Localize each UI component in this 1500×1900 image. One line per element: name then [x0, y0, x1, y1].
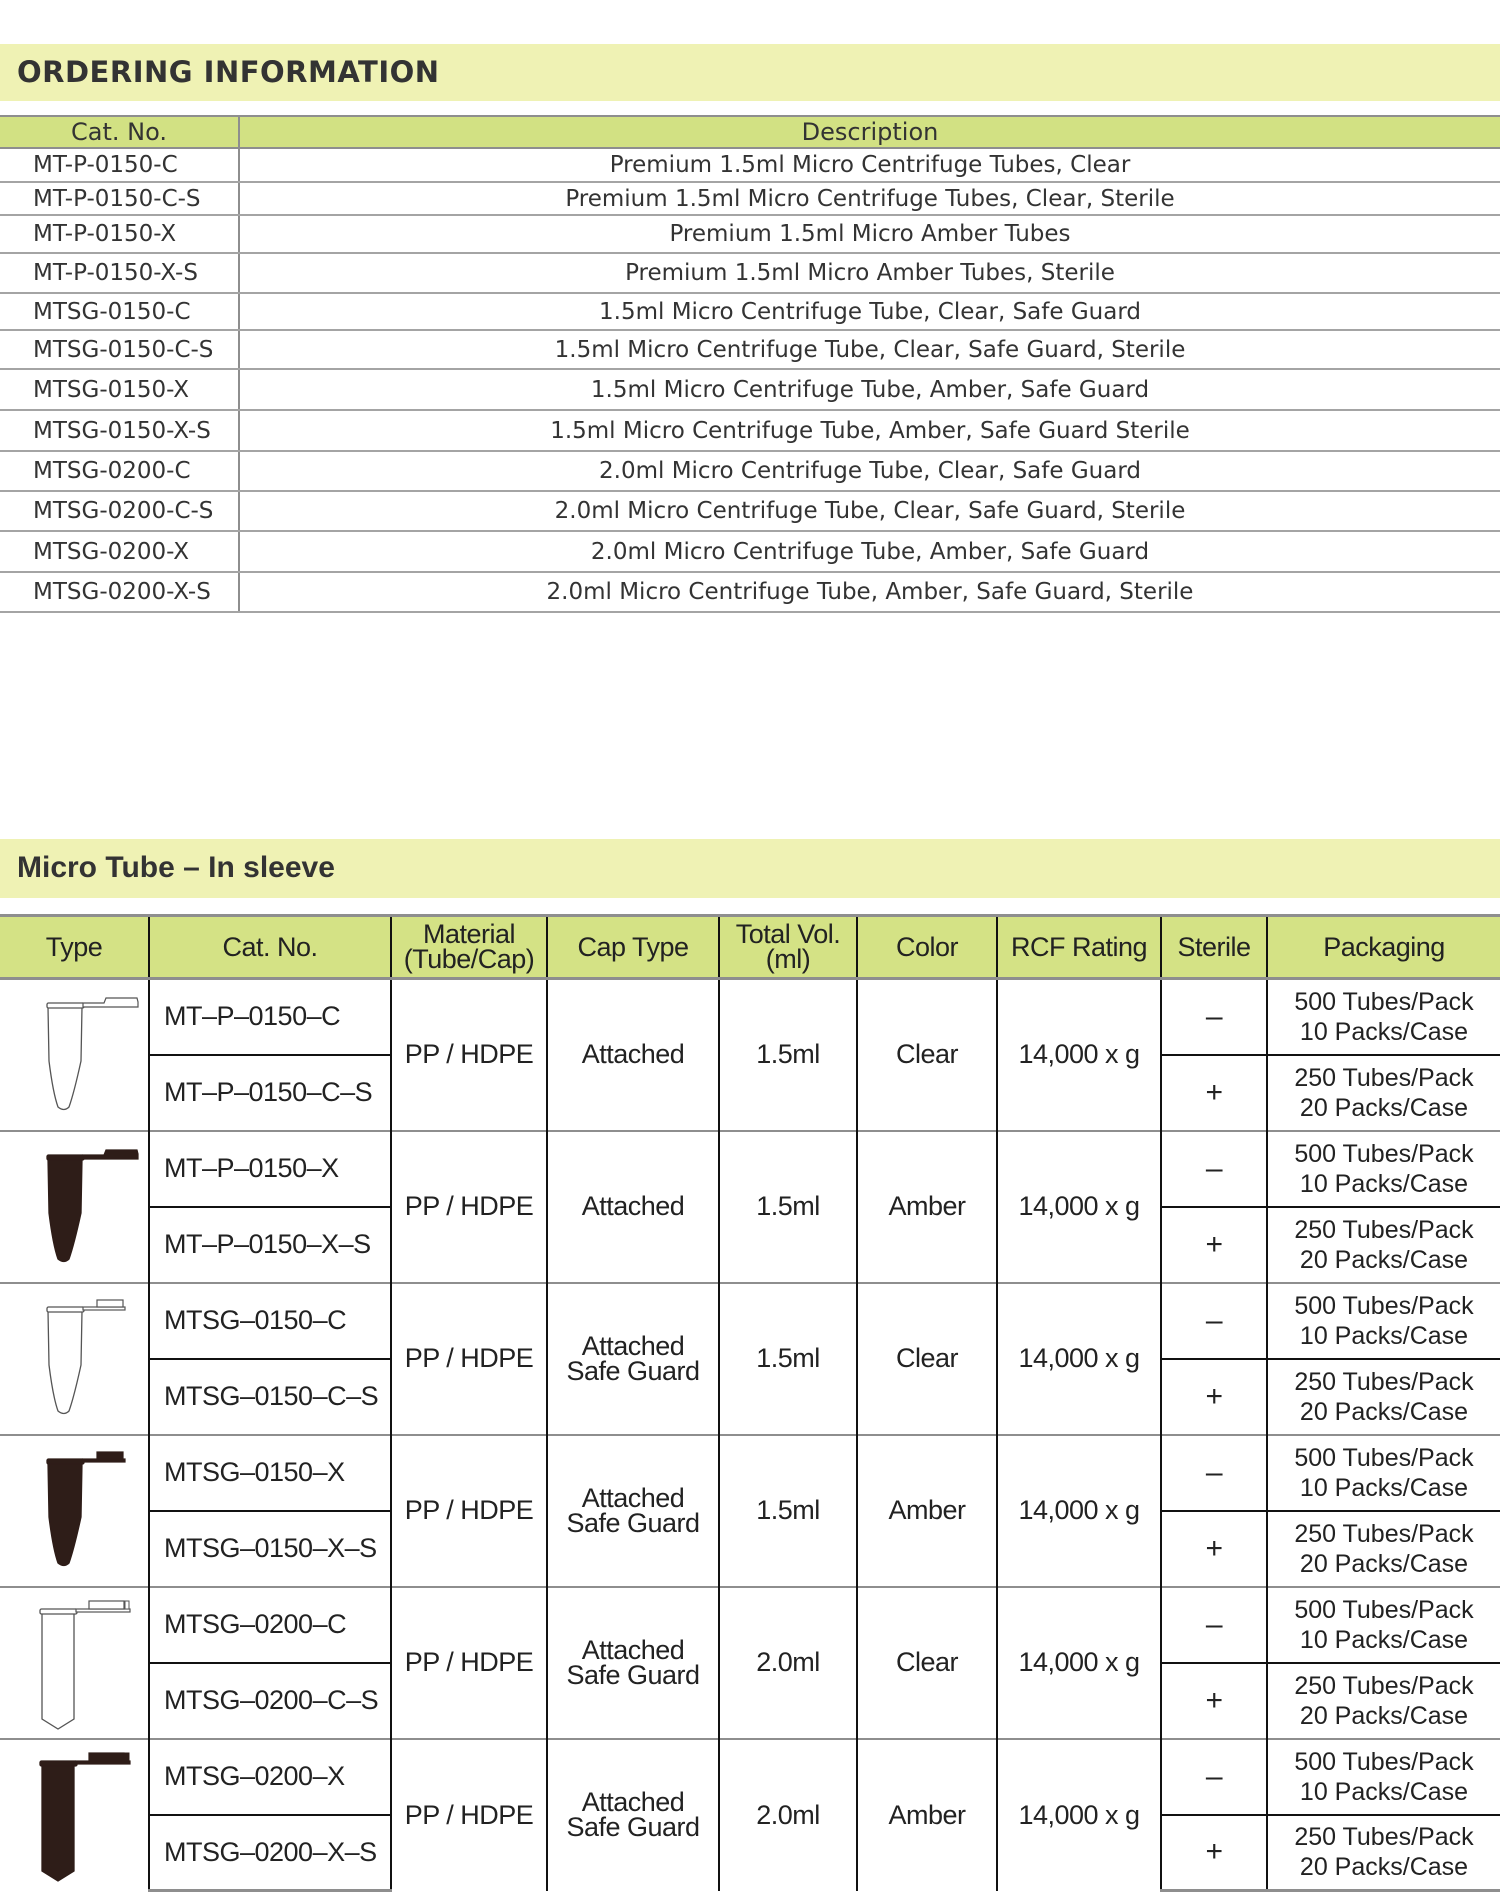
packaging-line1: 250 Tubes/Pack [1294, 1367, 1474, 1396]
amber-safeguard-2.0ml-tube-icon [0, 1741, 149, 1889]
cat-no-cell: MT–P–0150–C [149, 979, 391, 1055]
volume-cell: 1.5ml [719, 1435, 857, 1587]
cat-no-cell: MTSG-0200-C [0, 451, 239, 491]
cap-type-line1: Attached [581, 1191, 685, 1221]
packaging-line2: 20 Packs/Case [1299, 1853, 1469, 1882]
header-rcf: RCF Rating [997, 916, 1161, 979]
packaging-line2: 10 Packs/Case [1299, 1777, 1469, 1806]
ordering-row [0, 369, 1500, 410]
sterile-cell: + [1161, 1511, 1267, 1587]
sterile-cell: – [1161, 1131, 1267, 1207]
ordering-information-title: ORDERING INFORMATION [17, 55, 440, 89]
packaging-line2: 20 Packs/Case [1299, 1245, 1469, 1274]
sterile-cell: + [1161, 1815, 1267, 1891]
volume-cell: 1.5ml [719, 1283, 857, 1435]
volume-cell: 1.5ml [719, 979, 857, 1131]
color-cell: Clear [857, 979, 997, 1131]
sterile-cell: + [1161, 1055, 1267, 1131]
packaging-line1: 500 Tubes/Pack [1294, 1139, 1474, 1168]
header-cat-no: Cat. No. [149, 916, 391, 979]
packaging-line1: 250 Tubes/Pack [1294, 1215, 1474, 1244]
cat-no-cell: MTSG-0150-X-S [0, 410, 239, 451]
sleeve-table [0, 914, 1500, 1892]
cap-type-cell [547, 1435, 719, 1587]
description-cell: 1.5ml Micro Centrifuge Tube, Clear, Safe Guard, Sterile [239, 330, 1500, 369]
type-cell [0, 1587, 149, 1739]
packaging-cell [1267, 1055, 1500, 1131]
header-packaging: Packaging [1267, 916, 1500, 979]
packaging-line2: 10 Packs/Case [1299, 1321, 1469, 1350]
sterile-cell: + [1161, 1207, 1267, 1283]
description-cell: 1.5ml Micro Centrifuge Tube, Amber, Safe Guard [239, 369, 1500, 410]
cap-type-cell [547, 1131, 719, 1283]
rcf-cell: 14,000 x g [997, 1587, 1161, 1739]
description-cell: Premium 1.5ml Micro Amber Tubes [239, 215, 1500, 253]
cat-no-cell: MT-P-0150-X [0, 215, 239, 253]
description-cell: Premium 1.5ml Micro Centrifuge Tubes, Clear, Sterile [239, 182, 1500, 215]
cat-no-cell: MTSG–0200–C–S [149, 1663, 391, 1739]
sterile-cell: – [1161, 1435, 1267, 1511]
description-cell: Premium 1.5ml Micro Amber Tubes, Sterile [239, 253, 1500, 293]
cap-type-cell [547, 979, 719, 1131]
type-cell [0, 1283, 149, 1435]
rcf-cell: 14,000 x g [997, 1739, 1161, 1891]
packaging-line2: 20 Packs/Case [1299, 1397, 1469, 1426]
clear-safeguard-2.0ml-tube-icon [0, 1589, 149, 1737]
rcf-cell: 14,000 x g [997, 1435, 1161, 1587]
packaging-cell [1267, 1587, 1500, 1663]
sterile-cell: – [1161, 1739, 1267, 1815]
material-cell: PP / HDPE [391, 979, 547, 1131]
sterile-cell: – [1161, 1283, 1267, 1359]
ordering-row [0, 215, 1500, 253]
header-cap-type: Cap Type [547, 916, 719, 979]
color-cell: Amber [857, 1131, 997, 1283]
cap-type-cell [547, 1283, 719, 1435]
clear-1.5ml-tube-icon [0, 981, 149, 1129]
color-cell: Amber [857, 1435, 997, 1587]
cap-type-line1: Attached [581, 1787, 685, 1817]
color-cell: Clear [857, 1587, 997, 1739]
material-cell: PP / HDPE [391, 1435, 547, 1587]
type-cell [0, 979, 149, 1131]
cap-type-cell [547, 1587, 719, 1739]
description-cell: Premium 1.5ml Micro Centrifuge Tubes, Clear [239, 148, 1500, 182]
rcf-cell: 14,000 x g [997, 1283, 1161, 1435]
packaging-cell [1267, 1511, 1500, 1587]
packaging-line2: 10 Packs/Case [1299, 1169, 1469, 1198]
cat-no-cell: MTSG–0200–X [149, 1739, 391, 1815]
packaging-cell [1267, 979, 1500, 1055]
sleeve-row [0, 1739, 1500, 1815]
amber-safeguard-1.5ml-tube-icon [0, 1437, 149, 1585]
sterile-cell: + [1161, 1359, 1267, 1435]
ordering-row [0, 148, 1500, 182]
material-cell: PP / HDPE [391, 1283, 547, 1435]
cat-no-cell: MTSG–0150–C [149, 1283, 391, 1359]
packaging-line2: 10 Packs/Case [1299, 1473, 1469, 1502]
header-material-line2: (Tube/Cap) [403, 944, 535, 974]
sleeve-row [0, 1131, 1500, 1207]
packaging-line2: 10 Packs/Case [1299, 1625, 1469, 1654]
packaging-line2: 20 Packs/Case [1299, 1701, 1469, 1730]
ordering-row [0, 572, 1500, 612]
amber-1.5ml-tube-icon [0, 1133, 149, 1281]
cat-no-cell: MT–P–0150–C–S [149, 1055, 391, 1131]
clear-safeguard-1.5ml-tube-icon [0, 1285, 149, 1433]
ordering-row [0, 451, 1500, 491]
micro-tube-sleeve-banner [0, 839, 1500, 898]
packaging-line2: 20 Packs/Case [1299, 1093, 1469, 1122]
cat-no-cell: MTSG–0200–C [149, 1587, 391, 1663]
packaging-line1: 250 Tubes/Pack [1294, 1671, 1474, 1700]
description-cell: 2.0ml Micro Centrifuge Tube, Amber, Safe Guard [239, 531, 1500, 572]
cap-type-line2: Safe Guard [566, 1355, 700, 1386]
cat-no-cell: MTSG–0150–X [149, 1435, 391, 1511]
packaging-line1: 250 Tubes/Pack [1294, 1063, 1474, 1092]
volume-cell: 2.0ml [719, 1739, 857, 1891]
cat-no-cell: MT-P-0150-C-S [0, 182, 239, 215]
packaging-line1: 250 Tubes/Pack [1294, 1519, 1474, 1548]
cat-no-cell: MTSG–0200–X–S [149, 1815, 391, 1891]
cap-type-line2: Safe Guard [566, 1812, 700, 1842]
header-description: Description [239, 116, 1500, 148]
header-material-line1: Material [422, 919, 516, 949]
ordering-row [0, 531, 1500, 572]
cap-type-line1: Attached [581, 1039, 685, 1070]
ordering-row [0, 410, 1500, 451]
color-cell: Amber [857, 1739, 997, 1891]
material-cell: PP / HDPE [391, 1587, 547, 1739]
ordering-row [0, 182, 1500, 215]
cat-no-cell: MTSG-0200-C-S [0, 491, 239, 531]
header-material [391, 916, 547, 979]
ordering-table [0, 115, 1500, 613]
cap-type-line2: Safe Guard [566, 1507, 700, 1538]
packaging-line1: 500 Tubes/Pack [1294, 987, 1474, 1016]
header-sterile: Sterile [1161, 916, 1267, 979]
material-cell: PP / HDPE [391, 1131, 547, 1283]
type-cell [0, 1131, 149, 1283]
volume-cell: 2.0ml [719, 1587, 857, 1739]
description-cell: 2.0ml Micro Centrifuge Tube, Clear, Safe Guard [239, 451, 1500, 491]
description-cell: 1.5ml Micro Centrifuge Tube, Clear, Safe Guard [239, 293, 1500, 330]
header-type: Type [0, 916, 149, 979]
cat-no-cell: MTSG-0150-C-S [0, 330, 239, 369]
packaging-cell [1267, 1359, 1500, 1435]
packaging-line2: 10 Packs/Case [1299, 1017, 1469, 1046]
ordering-row [0, 491, 1500, 531]
cat-no-cell: MTSG-0150-C [0, 293, 239, 330]
packaging-line1: 500 Tubes/Pack [1294, 1595, 1474, 1624]
cat-no-cell: MT–P–0150–X–S [149, 1207, 391, 1283]
packaging-line1: 500 Tubes/Pack [1294, 1747, 1474, 1776]
cat-no-cell: MT–P–0150–X [149, 1131, 391, 1207]
packaging-cell [1267, 1815, 1500, 1891]
ordering-row [0, 293, 1500, 330]
header-cat-no: Cat. No. [0, 116, 239, 148]
rcf-cell: 14,000 x g [997, 1131, 1161, 1283]
header-volume [719, 916, 857, 979]
cat-no-cell: MTSG-0200-X-S [0, 572, 239, 612]
sleeve-row [0, 1587, 1500, 1663]
micro-tube-sleeve-title: Micro Tube – In sleeve [17, 851, 335, 884]
packaging-line1: 500 Tubes/Pack [1294, 1443, 1474, 1472]
packaging-cell [1267, 1663, 1500, 1739]
header-volume-line2: (ml) [765, 944, 811, 974]
cat-no-cell: MTSG–0150–X–S [149, 1511, 391, 1587]
packaging-cell [1267, 1131, 1500, 1207]
sleeve-row [0, 979, 1500, 1055]
cap-type-cell [547, 1739, 719, 1891]
packaging-line2: 20 Packs/Case [1299, 1549, 1469, 1578]
description-cell: 2.0ml Micro Centrifuge Tube, Clear, Safe Guard, Sterile [239, 491, 1500, 531]
type-cell [0, 1435, 149, 1587]
cap-type-line1: Attached [581, 1482, 685, 1513]
material-cell: PP / HDPE [391, 1739, 547, 1891]
cat-no-cell: MTSG-0150-X [0, 369, 239, 410]
packaging-cell [1267, 1739, 1500, 1815]
header-volume-line1: Total Vol. [735, 919, 841, 949]
description-cell: 2.0ml Micro Centrifuge Tube, Amber, Safe Guard, Sterile [239, 572, 1500, 612]
sterile-cell: + [1161, 1663, 1267, 1739]
sleeve-table-header [0, 916, 1500, 979]
ordering-information-banner [0, 44, 1500, 101]
sterile-cell: – [1161, 979, 1267, 1055]
cat-no-cell: MT-P-0150-C [0, 148, 239, 182]
ordering-table-header [0, 116, 1500, 148]
header-color: Color [857, 916, 997, 979]
ordering-row [0, 253, 1500, 293]
packaging-line1: 250 Tubes/Pack [1294, 1823, 1474, 1852]
sleeve-row [0, 1435, 1500, 1511]
cat-no-cell: MTSG–0150–C–S [149, 1359, 391, 1435]
color-cell: Clear [857, 1283, 997, 1435]
packaging-cell [1267, 1207, 1500, 1283]
packaging-cell [1267, 1435, 1500, 1511]
rcf-cell: 14,000 x g [997, 979, 1161, 1131]
type-cell [0, 1739, 149, 1891]
cap-type-line1: Attached [581, 1634, 685, 1665]
cap-type-line2: Safe Guard [566, 1659, 700, 1690]
packaging-line1: 500 Tubes/Pack [1294, 1291, 1474, 1320]
sterile-cell: – [1161, 1587, 1267, 1663]
description-cell: 1.5ml Micro Centrifuge Tube, Amber, Safe Guard Sterile [239, 410, 1500, 451]
cat-no-cell: MTSG-0200-X [0, 531, 239, 572]
packaging-cell [1267, 1283, 1500, 1359]
cap-type-line1: Attached [581, 1330, 685, 1361]
volume-cell: 1.5ml [719, 1131, 857, 1283]
sleeve-row [0, 1283, 1500, 1359]
cat-no-cell: MT-P-0150-X-S [0, 253, 239, 293]
ordering-row [0, 330, 1500, 369]
